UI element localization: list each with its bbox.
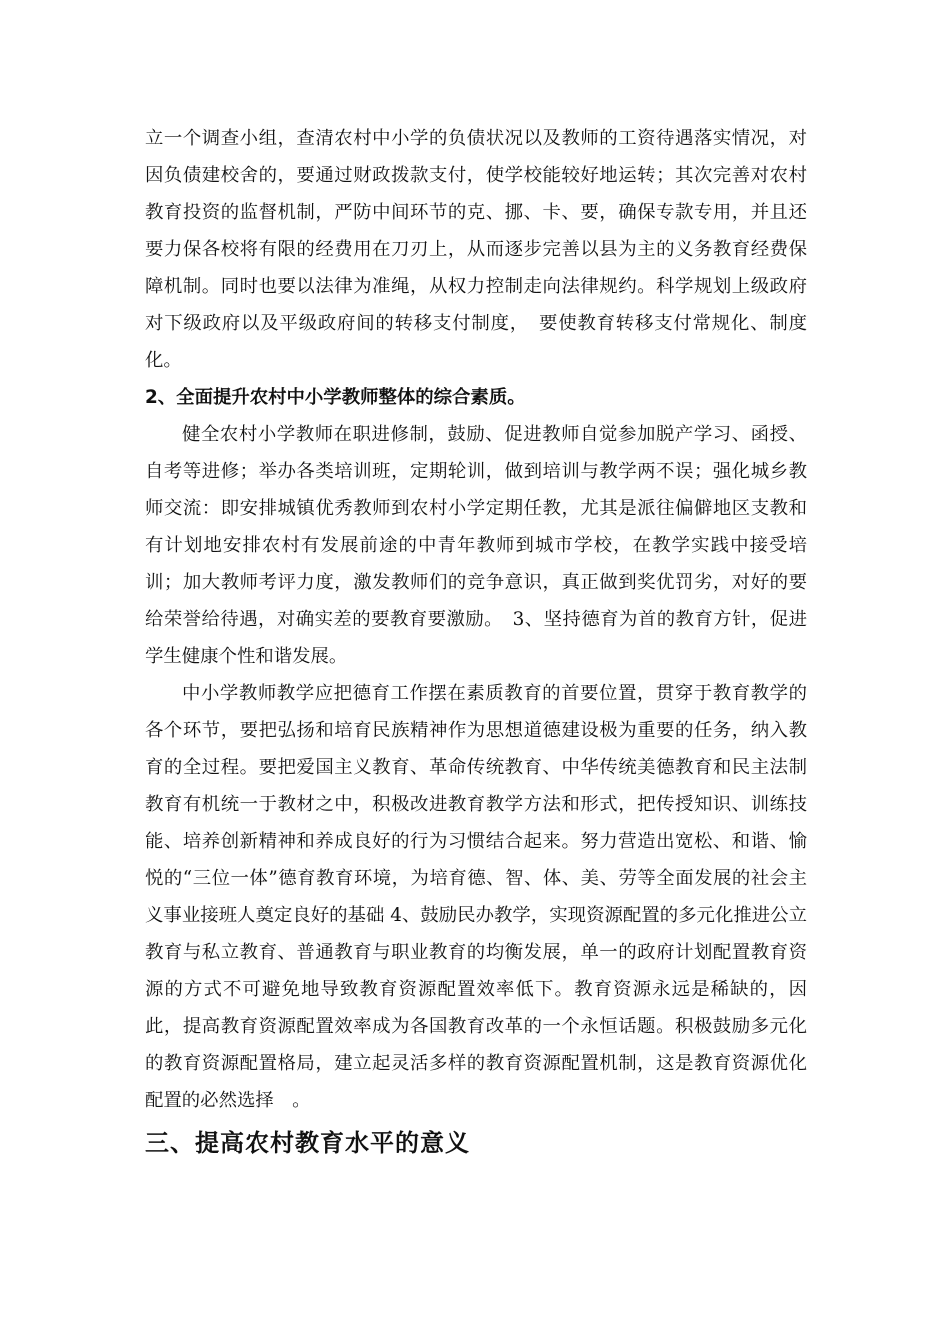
paragraph-teacher-training: 健全农村小学教师在职进修制，鼓励、促进教师自觉参加脱产学习、函授、自考等进修；举办各类培训班，定期轮训，做到培训与教学两不误；强化城乡教师交流：即安排城镇优秀教师到农村小学定期任教，尤其是派往偏僻地区支教和有计划地安排农村有发展前途的中青年教师到城市学校，在教学实践中接受培训；加大教师考评力度，激发教师们的竞争意识，真正做到奖优罚劣，对好的要给荣誉给待遇，对确实差的要教育要激励。 3、坚持德育为首的教育方针，促进学生健康个性和谐发展。 bbox=[145, 424, 807, 667]
paragraph-moral-education: 中小学教师教学应把德育工作摆在素质教育的首要位置，贯穿于教育教学的各个环节，要把弘扬和培育民族精神作为思想道德建设极为重要的任务，纳入教育的全过程。要把爱国主义教育、革命传统教育、中华传统美德教育和民主法制教育有机统一于教材之中，积极改进教育教学方法和形式，把传授知识、训练技能、培养创新精神和养成良好的行为习惯结合起来。努力营造出宽松、和谐、愉悦的“三位一体”德育教育环境，为培育德、智、体、美、劳等全面发展的社会主义事业接班人奠定良好的基础 4、鼓励民办教学，实现资源配置的多元化推进公立教育与私立教育、普通教育与职业教育的均衡发展，单一的政府计划配置教育资源的方式不可避免地导致教育资源配置效率低下。教育资源永远是稀缺的，因此，提高教育资源配置效率成为各国教育改革的一个永恒话题。积极鼓励多元化的教育资源配置格局，建立起灵活多样的教育资源配置机制，这是教育资源优化配置的必然选择 。 bbox=[145, 683, 807, 1111]
document-body bbox=[145, 120, 807, 1161]
paragraph-funding: 立一个调查小组，查清农村中小学的负债状况以及教师的工资待遇落实情况，对因负债建校舍的，要通过财政拨款支付，使学校能较好地运转；其次完善对农村教育投资的监督机制，严防中间环节的克、挪、卡、要，确保专款专用，并且还要力保各校将有限的经费用在刀刃上，从而逐步完善以县为主的义务教育经费保障机制。同时也要以法律为准绳，从权力控制走向法律规约。科学规划上级政府对下级政府以及平级政府间的转移支付制度， 要使教育转移支付常规化、制度化。 bbox=[145, 128, 807, 371]
section-heading-teacher-quality: 2、全面提升农村中小学教师整体的综合素质。 bbox=[145, 387, 526, 408]
chapter-heading-significance: 三、提高农村教育水平的意义 bbox=[145, 1129, 470, 1157]
